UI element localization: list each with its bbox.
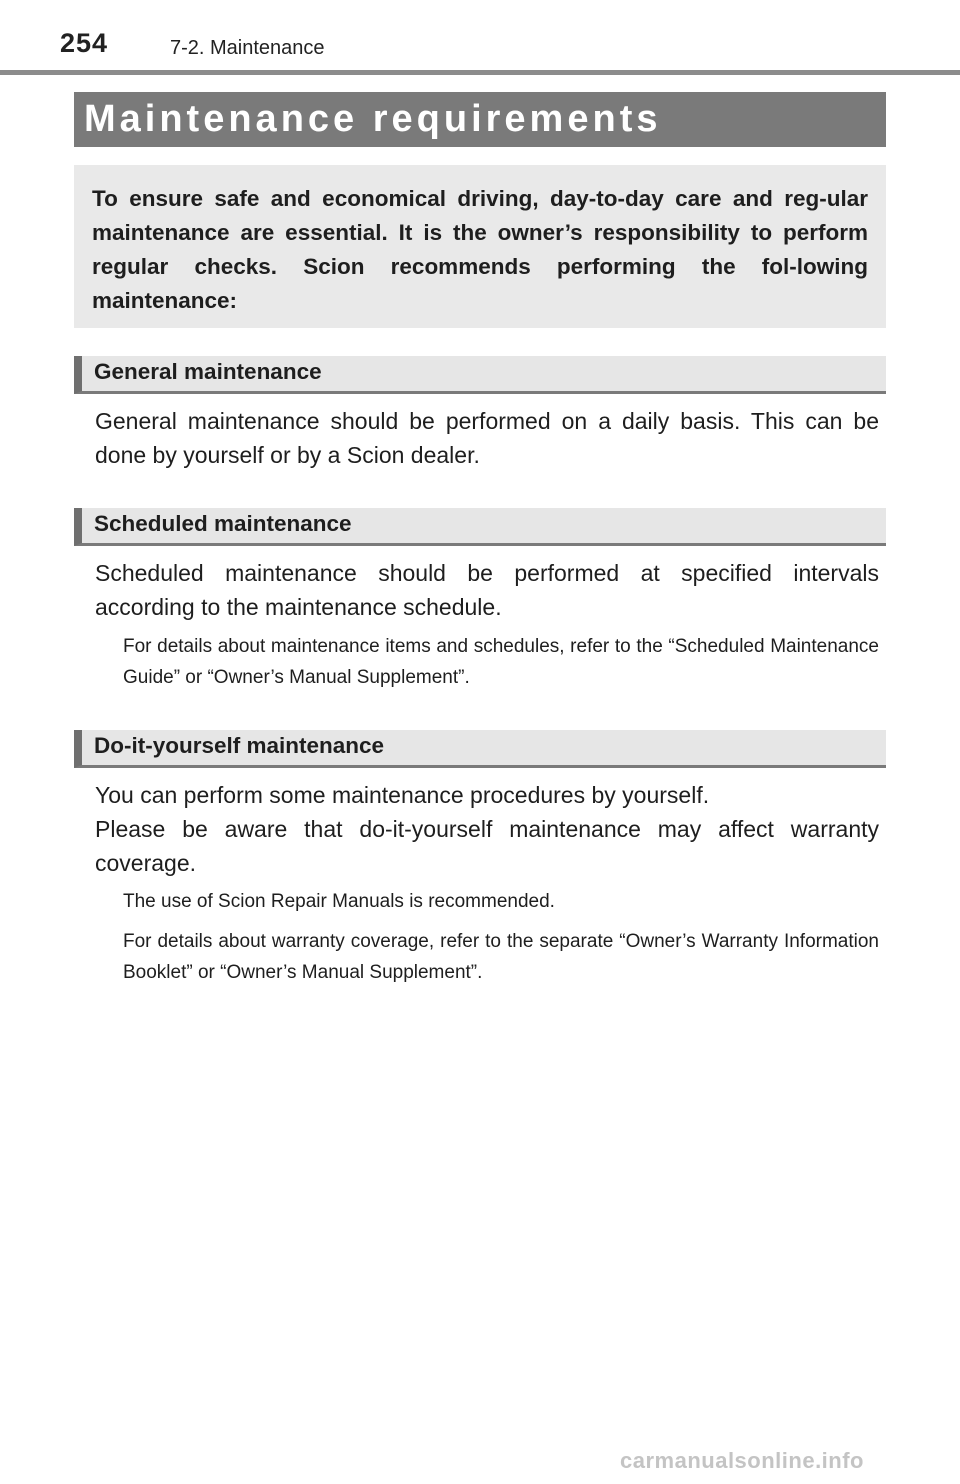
- diy-maintenance-body-line2: Please be aware that do-it-yourself maintenance may affect warranty coverage.: [95, 816, 879, 876]
- general-maintenance-heading: [74, 356, 886, 394]
- scheduled-maintenance-body: Scheduled maintenance should be performed at specified intervals according to the maintenance schedule.: [95, 560, 879, 620]
- diy-maintenance-note-repair-manuals: The use of Scion Repair Manuals is recommended.: [123, 891, 555, 912]
- diy-maintenance-heading-label: Do-it-yourself maintenance: [94, 733, 385, 758]
- diy-maintenance-note-warranty: For details about warranty coverage, refer to the separate “Owner’s Warranty Information Booklet” or “Owner’s Manual Supplement”.: [123, 931, 879, 983]
- scheduled-maintenance-heading: [74, 508, 886, 546]
- page-number: 254: [60, 28, 109, 58]
- general-maintenance-body: General maintenance should be performed on a daily basis. This can be done by yourself or by a Scion dealer.: [95, 408, 879, 468]
- general-maintenance-heading-label: General maintenance: [94, 359, 322, 384]
- scheduled-maintenance-note: For details about maintenance items and schedules, refer to the “Scheduled Maintenance Guide” or “Owner’s Manual Supplement”.: [123, 636, 879, 688]
- page-title-bar: [74, 92, 886, 147]
- header-rule: [0, 70, 960, 75]
- watermark: carmanualsonline.info: [620, 1448, 864, 1473]
- diy-maintenance-body-line1: You can perform some maintenance procedures by yourself.: [95, 782, 710, 808]
- page-title: Maintenance requirements: [84, 98, 662, 140]
- scheduled-maintenance-heading-label: Scheduled maintenance: [94, 511, 352, 536]
- section-label: 7-2. Maintenance: [170, 37, 325, 59]
- diy-maintenance-heading: [74, 730, 886, 768]
- intro-text: To ensure safe and economical driving, day-to-day care and reg-ular maintenance are essential. It is the owner’s responsibility to perform regular checks. Scion recommends performing the fol-lowing maintenance:: [92, 186, 868, 313]
- intro-box: [74, 165, 886, 328]
